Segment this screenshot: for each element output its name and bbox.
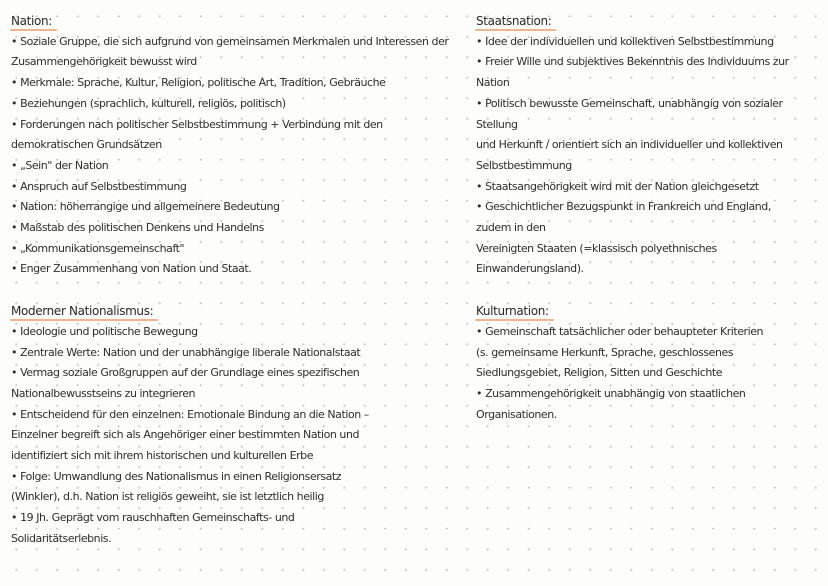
text-line: • Folge: Umwandlung des Nationalismus in einen Religionsersatz [11, 469, 342, 483]
text-line: • Gemeinschaft tatsächlicher oder behaupteter Kriterien [476, 324, 764, 338]
text-line: • Nation: höherrangige und allgemeinere Bedeutung [11, 200, 280, 214]
text-line: und Herkunft / orientiert sich an individueller und kollektiven [476, 138, 783, 152]
section-moderner-nationalismus [11, 300, 411, 549]
section-nation [11, 10, 449, 280]
text-line: • Staatsangehörigkeit wird mit der Nation gleichgesetzt [476, 179, 759, 193]
text-line: (s. gemeinsame Herkunft, Sprache, geschlossenes [476, 345, 734, 359]
text-line: identifiziert sich mit ihrem historischen und kulturellen Erbe [11, 449, 314, 463]
text-line: Vereinigten Staaten (=klassisch polyethnisches [476, 241, 717, 255]
right-column [476, 10, 821, 445]
text-line: • Zusammengehörigkeit unabhängig von staatlichen [476, 386, 746, 400]
kulturnation-lines [476, 322, 821, 426]
heading-nation: Nation: [11, 11, 54, 32]
section-staatsnation [476, 10, 821, 280]
text-line: • Geschichtlicher Bezugspunkt in Frankreich und England, [476, 200, 771, 214]
text-line: Siedlungsgebiet, Religion, Sitten und Geschichte [476, 366, 723, 380]
text-line: (Winkler), d.h. Nation ist religiös geweiht, sie ist letztlich heilig [11, 490, 324, 504]
left-column [11, 10, 449, 570]
text-line: demokratischen Grundsätzen [11, 138, 162, 152]
text-line: • Soziale Gruppe, die sich aufgrund von gemeinsamen Merkmalen und Interessen der [11, 34, 449, 48]
text-line: • Anspruch auf Selbstbestimmung [11, 179, 187, 193]
text-line: • „Kommunikationsgemeinschaft" [11, 241, 185, 255]
text-line: • Zentrale Werte: Nation und der unabhängige liberale Nationalstaat [11, 345, 361, 359]
text-line: • Forderungen nach politischer Selbstbestimmung + Verbindung mit den [11, 117, 383, 131]
section-kulturnation [476, 300, 821, 425]
text-line: Stellung [476, 117, 518, 131]
text-line: • Freier Wille und subjektives Bekenntnis des Individuums zur [476, 55, 789, 69]
heading-moderner-nationalismus: Moderner Nationalismus: [11, 301, 155, 322]
text-line: • Idee der individuellen und kollektiven Selbstbestimmung [476, 34, 774, 48]
staatsnation-lines [476, 32, 821, 280]
text-line: Nation [476, 76, 510, 90]
text-line: Solidaritätserlebnis. [11, 531, 112, 545]
nation-lines [11, 32, 449, 280]
text-line: Zusammengehörigkeit bewusst wird [11, 55, 197, 69]
text-line: • Politisch bewusste Gemeinschaft, unabhängig von sozialer [476, 96, 783, 110]
text-line: • Merkmale: Sprache, Kultur, Religion, politische Art, Tradition, Gebräuche [11, 76, 386, 90]
text-line: Organisationen. [476, 407, 557, 421]
text-line: • Maßstab des politischen Denkens und Handelns [11, 221, 264, 235]
text-line: zudem in den [476, 221, 546, 235]
text-line: Einzelner begreift sich als Angehöriger einer bestimmten Nation und [11, 428, 360, 442]
text-line: • „Sein" der Nation [11, 158, 109, 172]
text-line: • Vermag soziale Großgruppen auf der Grundlage eines spezifischen [11, 366, 360, 380]
text-line: Selbstbestimmung [476, 158, 572, 172]
moderner-nationalismus-lines [11, 322, 411, 550]
text-line: Einwanderungsland). [476, 262, 584, 276]
text-line: Nationalbewusstseins zu integrieren [11, 386, 196, 400]
heading-kulturnation: Kulturnation: [476, 301, 551, 322]
text-line: • Beziehungen (sprachlich, kulturell, religiös, politisch) [11, 96, 286, 110]
text-line: • 19 Jh. Geprägt vom rauschhaften Gemeinschafts- und [11, 511, 295, 525]
text-line: • Ideologie und politische Bewegung [11, 324, 198, 338]
heading-staatsnation: Staatsnation: [476, 11, 553, 32]
text-line: • Enger Zusammenhang von Nation und Staat. [11, 262, 252, 276]
text-line: • Entscheidend für den einzelnen: Emotionale Bindung an die Nation – [11, 407, 369, 421]
